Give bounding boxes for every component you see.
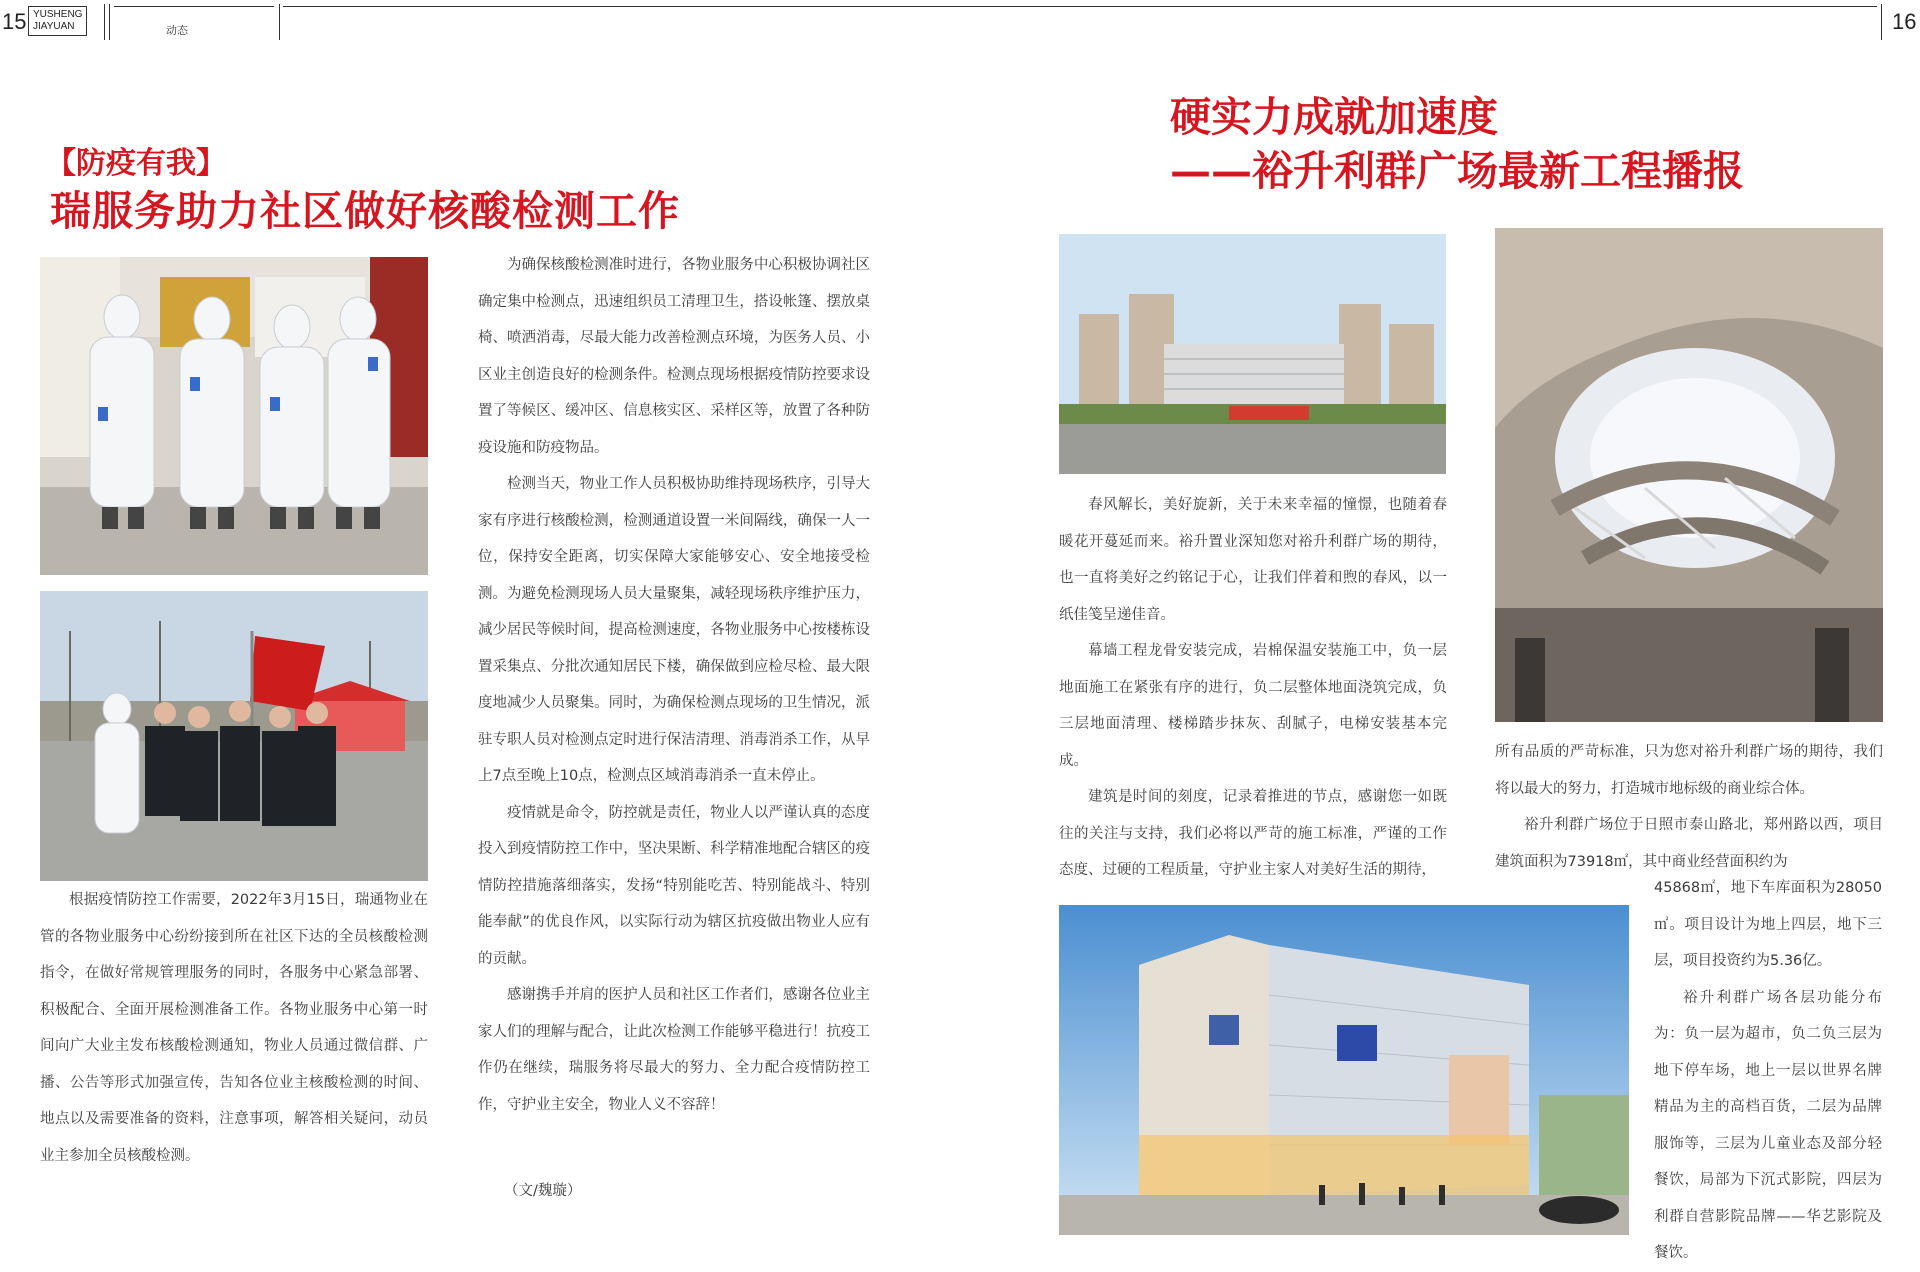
- photo-protective-suits-image: [40, 257, 428, 575]
- brand-line2: JIAYUAN: [33, 21, 75, 32]
- paragraph: 裕升利群广场位于日照市泰山路北，郑州路以西，项目建筑面积为73918㎡，其中商业经营面积约为: [1495, 817, 1883, 870]
- left-article-title: 瑞服务助力社区做好核酸检测工作: [50, 187, 680, 235]
- header-divider: [279, 4, 280, 40]
- paragraph: 为确保核酸检测准时进行，各物业服务中心积极协调社区确定集中检测点，迅速组织员工清理卫生，搭设帐篷、摆放桌椅、喷洒消毒，尽最大能力改善检测点环境，为医务人员、小区业主创造良好的检测条件。检测点现场根据疫情防控要求设置了等候区、缓冲区、信息核实区、采样区等，放置了各种防疫设施和防疫物品。: [478, 257, 870, 456]
- photo-volunteers-flag: [40, 591, 428, 881]
- header-divider: [109, 4, 110, 40]
- paragraph: 建筑是时间的刻度，记录着推进的节点，感谢您一如既往的关注与支持，我们必将以严苛的施工标准，严谨的工作态度、过硬的工程质量，守护业主家人对美好生活的期待，: [1059, 789, 1447, 878]
- paragraph: 45868㎡，地下车库面积为28050㎡。项目设计为地上四层，地下三层，项目投资约为5.36亿。: [1654, 880, 1882, 969]
- photo-volunteers-flag-image: [40, 591, 428, 881]
- right-article-column-1: [1059, 487, 1447, 889]
- article-tag: 【防疫有我】: [46, 146, 226, 181]
- left-article-column-2: [478, 247, 870, 1123]
- paragraph: 检测当天，物业工作人员积极协助维持现场秩序，引导大家有序进行核酸检测，检测通道设置一米间隔线，确保一人一位，保持安全距离，切实保障大家能够安心、安全地接受检测。为避免检测现场人员大量聚集，减轻现场秩序维护压力，减少居民等候时间，提高检测速度，各物业服务中心按楼栋设置采集点、分批次通知居民下楼，确保做到应检尽检、最大限度地减少人员聚集。同时，为确保检测点现场的卫生情况，派驻专职人员对检测点定时进行保洁清理、消毒消杀工作，从早上7点至晚上10点，检测点区域消毒消杀一直未停止。: [478, 476, 870, 784]
- left-page-number: 15: [2, 9, 27, 34]
- right-article-title-line1: 硬实力成就加速度: [1170, 93, 1498, 141]
- paragraph: 所有品质的严苛标准，只为您对裕升利群广场的期待，我们将以最大的努力，打造城市地标级的商业综合体。: [1495, 744, 1883, 797]
- brand-logo: [28, 6, 87, 36]
- paragraph: 疫情就是命令，防控就是责任，物业人以严谨认真的态度投入到疫情防控工作中，坚决果断、科学精准地配合辖区的疫情防控措施落细落实，发扬“特别能吃苦、特别能战斗、特别能奉献”的优良作风，以实际行动为辖区抗疫做出物业人应有的贡献。: [478, 804, 870, 967]
- paragraph: 裕升利群广场各层功能分布为：负一层为超市，负二负三层为地下停车场，地上一层以世界名牌精品为主的高档百货，二层为品牌服饰等，三层为儿童业态及部分轻餐饮，局部为下沉式影院，四层为利群自营影院品牌——华艺影院及餐饮。: [1654, 989, 1882, 1261]
- section-label: 动态: [166, 24, 188, 37]
- header-rule: [114, 6, 274, 7]
- paragraph: 幕墙工程龙骨安装完成，岩棉保温安装施工中，负一层地面施工在紧张有序的进行，负二层整体地面浇筑完成，负三层地面清理、楼梯踏步抹灰、刮腻子，电梯安装基本完成。: [1059, 643, 1447, 769]
- photo-atrium-interior: [1495, 228, 1883, 722]
- article-credit: （文/魏璇）: [504, 1183, 582, 1199]
- left-article-column-1: [40, 882, 428, 1174]
- photo-atrium-interior-image: [1495, 228, 1883, 722]
- right-article-column-2-narrow: [1654, 870, 1882, 1272]
- brand-line1: YUSHENG: [33, 9, 83, 20]
- paragraph: 春风解长，美好旋新，关于未来幸福的憧憬，也随着春暖花开蔓延而来。裕升置业深知您对裕升利群广场的期待，也一直将美好之约铭记于心，让我们伴着和煦的春风，以一纸佳笺呈递佳音。: [1059, 497, 1447, 623]
- photo-plaza-rendering-image: [1059, 905, 1629, 1235]
- header-rule: [283, 6, 1877, 7]
- paragraph: 感谢携手并肩的医护人员和社区工作者们，感谢各位业主家人们的理解与配合，让此次检测工作能够平稳进行！抗疫工作仍在继续，瑞服务将尽最大的努力、全力配合疫情防控工作，守护业主安全，物业人义不容辞！: [478, 987, 870, 1113]
- paragraph: 根据疫情防控工作需要，2022年3月15日，瑞通物业在管的各物业服务中心纷纷接到所在社区下达的全员核酸检测指令，在做好常规管理服务的同时，各服务中心紧急部署、积极配合、全面开展检测准备工作。各物业服务中心第一时间向广大业主发布核酸检测通知，物业人员通过微信群、广播、公告等形式加强宣传，告知各位业主核酸检测的时间、地点以及需要准备的资料，注意事项，解答相关疑问，动员业主参加全员核酸检测。: [40, 892, 428, 1164]
- photo-construction-exterior-image: [1059, 234, 1446, 474]
- right-article-column-2: [1495, 734, 1883, 880]
- photo-construction-exterior: [1059, 234, 1446, 474]
- right-page-number: 16: [1892, 9, 1917, 34]
- header-divider: [104, 4, 105, 40]
- header-divider: [1881, 4, 1882, 40]
- right-article-title-line2: ——裕升利群广场最新工程播报: [1170, 147, 1744, 195]
- photo-plaza-rendering: [1059, 905, 1629, 1235]
- photo-protective-suits: [40, 257, 428, 575]
